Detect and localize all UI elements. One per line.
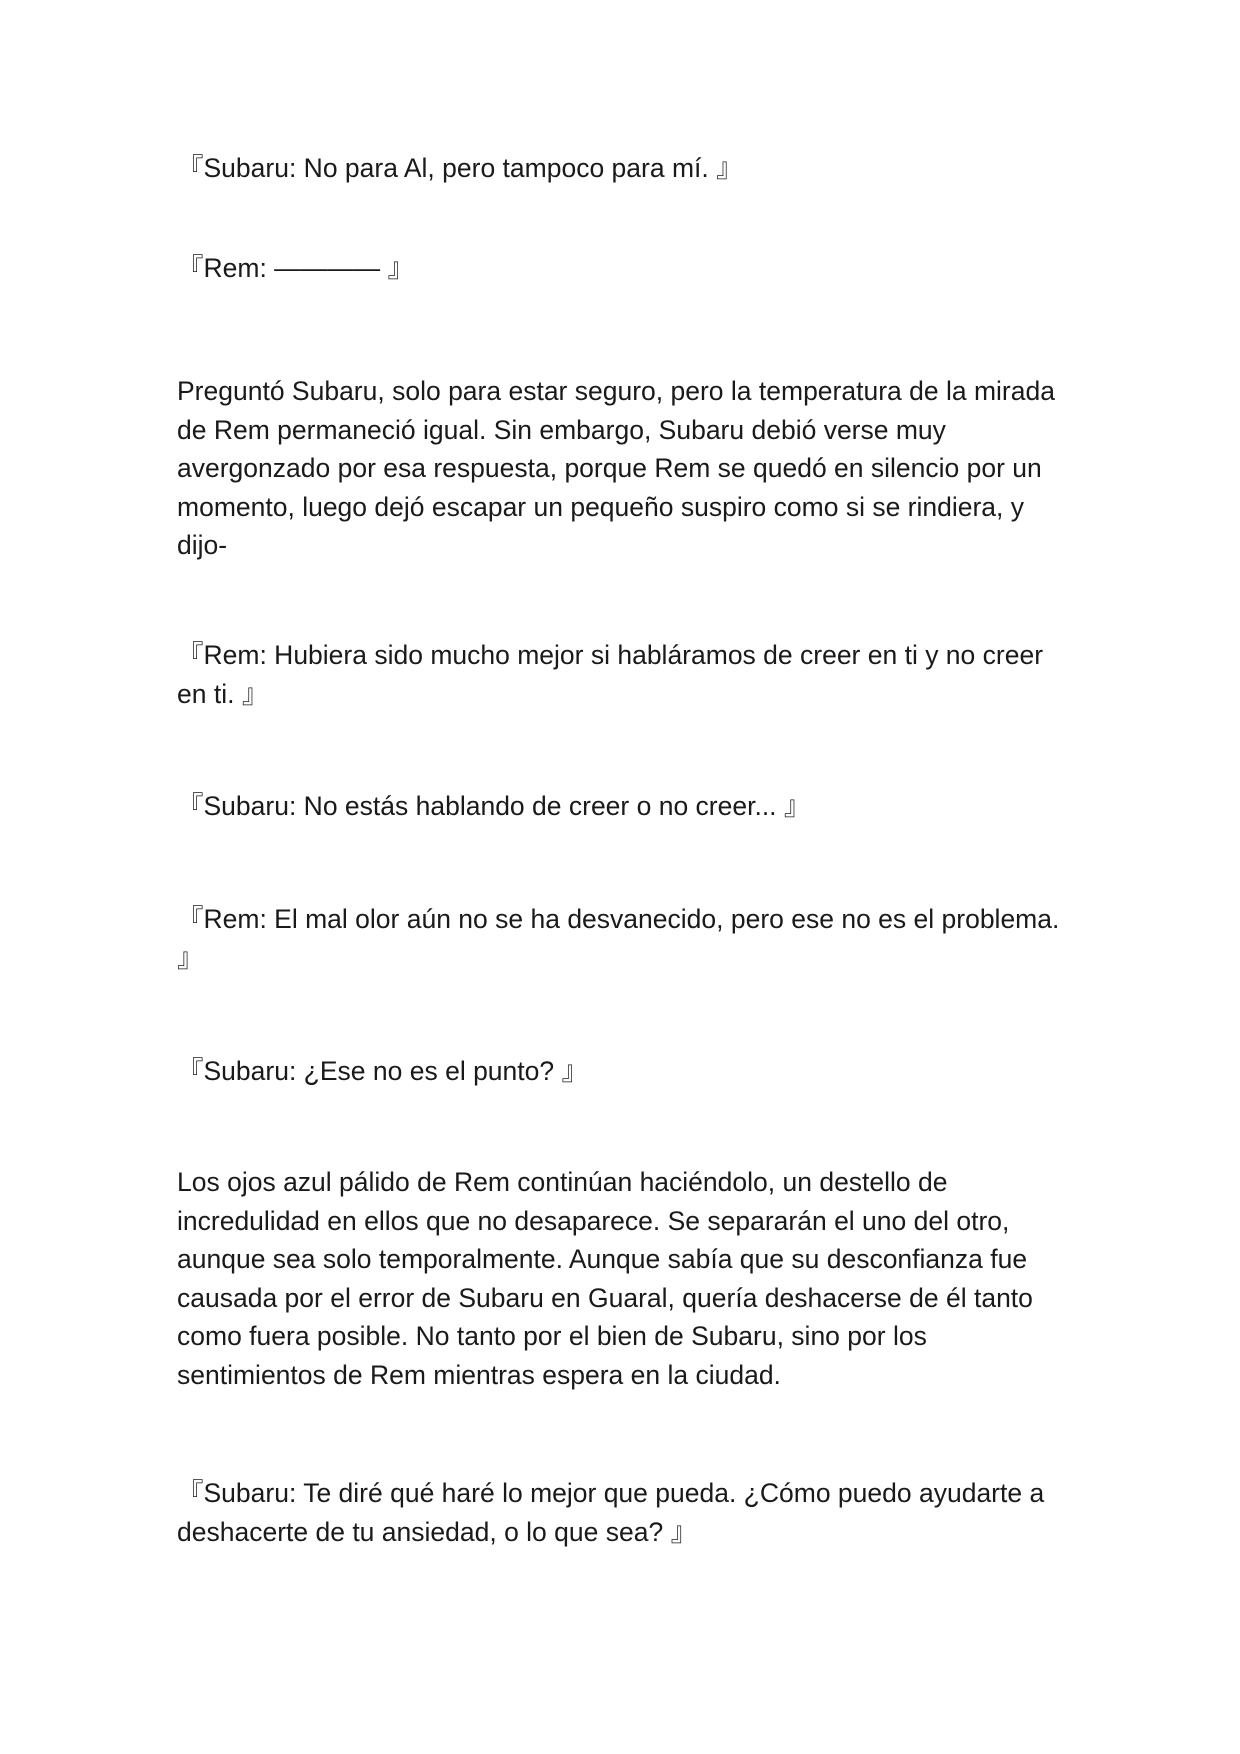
- narration-paragraph: Preguntó Subaru, solo para estar seguro, pero la temperatura de la mirada de Rem permaneció igual. Sin embargo, Subaru debió verse muy avergonzado por esa respuesta, porque Rem se quedó en silencio por un momento, luego dejó escapar un pequeño suspiro como si se rindiera, y dijo-: [177, 376, 1055, 560]
- narration-paragraph: Los ojos azul pálido de Rem continúan haciéndolo, un destello de incredulidad en ellos que no desaparece. Se separarán el uno del otro, aunque sea solo temporalmente. Aunque sabía que su desconfianza fue causada por el error de Subaru en Guaral, quería deshacerse de él tanto como fuera posible. No tanto por el bien de Subaru, sino por los sentimientos de Rem mientras espera en la ciudad.: [177, 1167, 1033, 1390]
- dialogue-line: 『Subaru: Te diré qué haré lo mejor que pueda. ¿Cómo puedo ayudarte a deshacerte de tu ansiedad, o lo que sea? 』: [177, 1478, 1045, 1547]
- dialogue-line: 『Subaru: ¿Ese no es el punto? 』: [177, 1056, 588, 1086]
- dialogue-line: 『Subaru: No para Al, pero tampoco para mí. 』: [177, 153, 743, 183]
- dialogue-line: 『Rem: El mal olor aún no se ha desvanecido, pero ese no es el problema. 』: [177, 904, 1060, 973]
- dialogue-line: 『Rem: Hubiera sido mucho mejor si habláramos de creer en ti y no creer en ti. 』: [177, 640, 1044, 709]
- dialogue-line: 『Rem: ———— 』: [177, 253, 415, 283]
- dialogue-line: 『Subaru: No estás hablando de creer o no creer... 』: [177, 791, 811, 821]
